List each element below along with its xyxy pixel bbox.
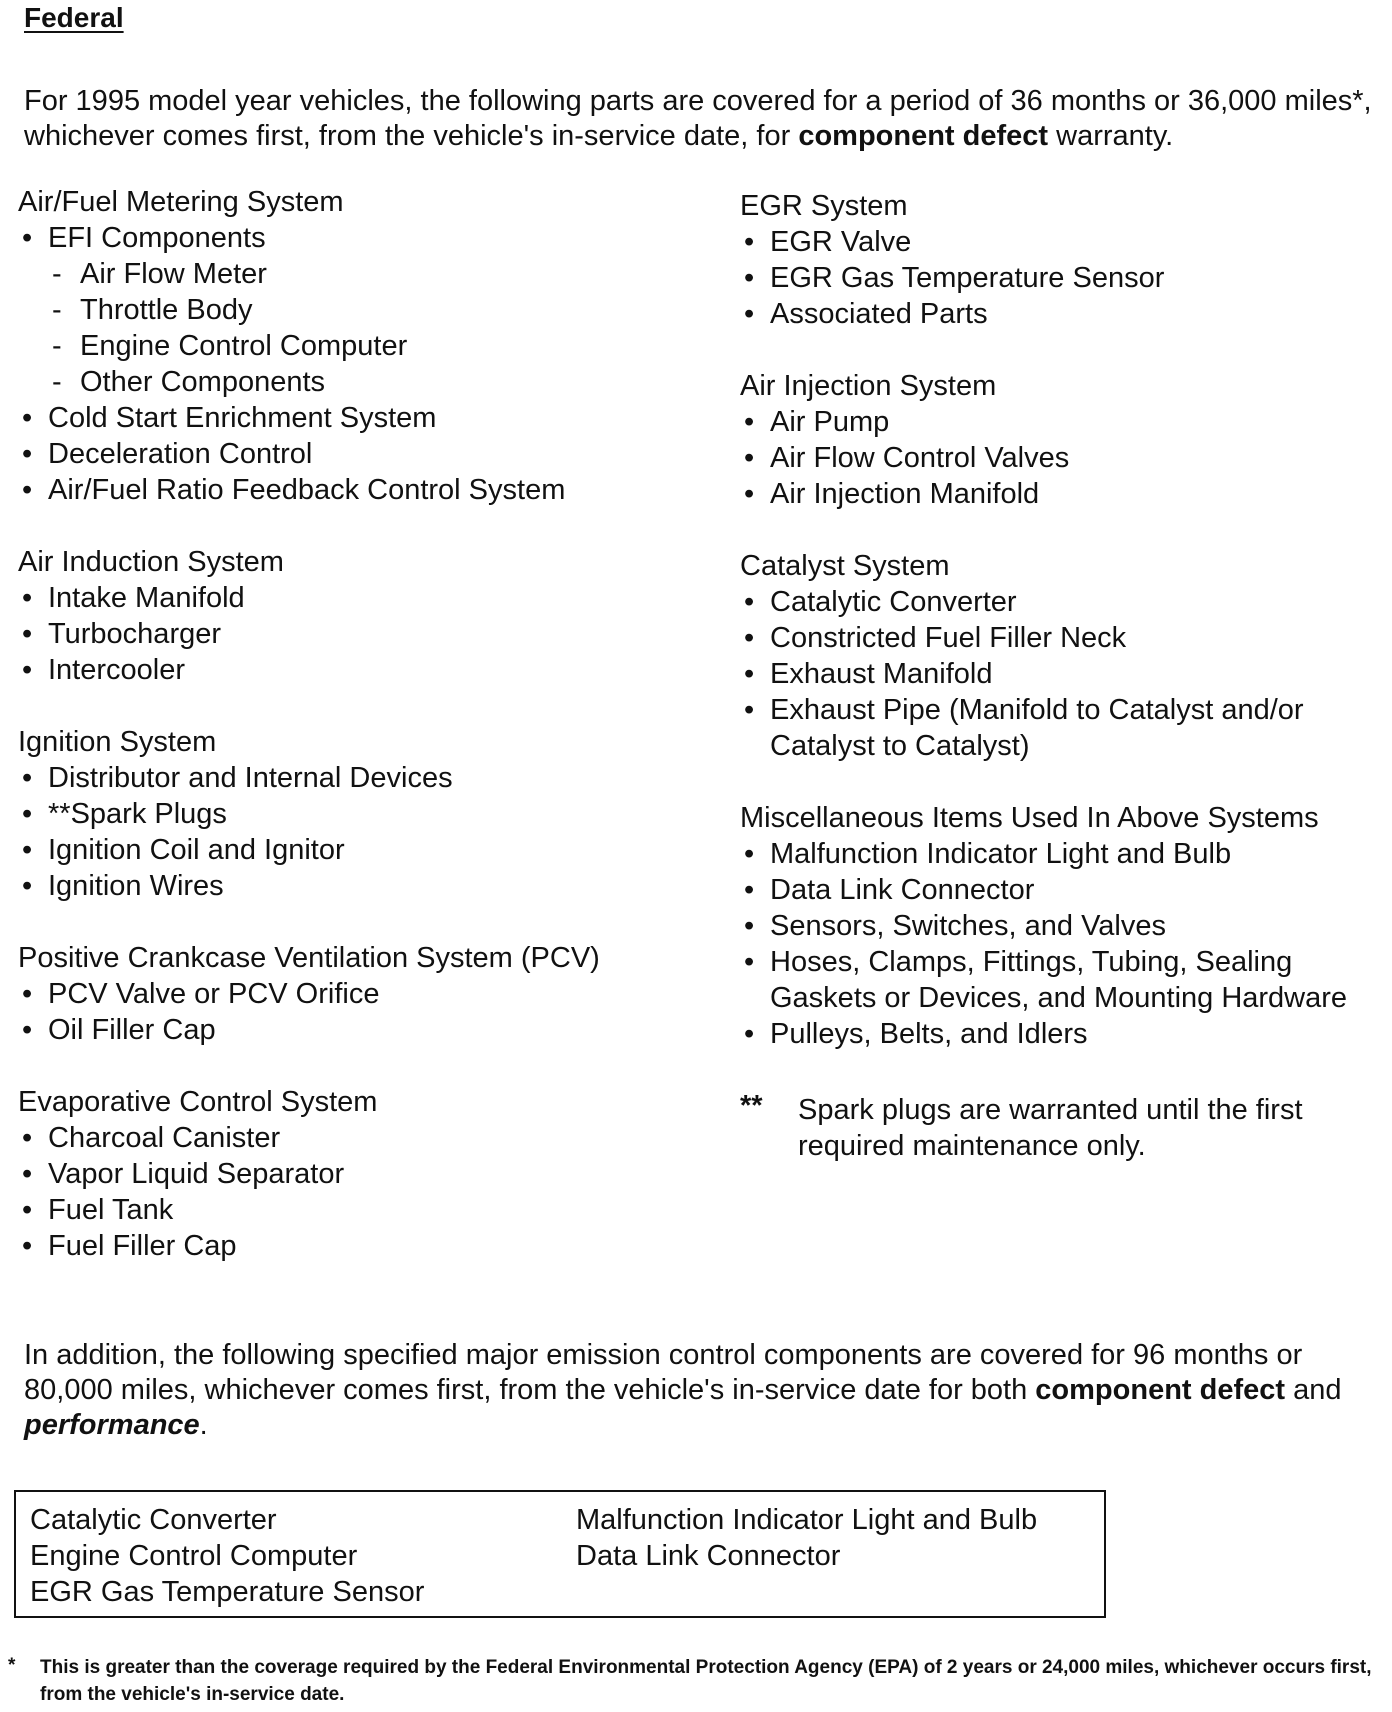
bullet: • xyxy=(744,622,755,654)
box-column-2 xyxy=(576,1502,1037,1574)
bullet: • xyxy=(22,438,33,470)
bullet: • xyxy=(744,946,755,978)
list-item xyxy=(740,224,1390,260)
note-mark: ** xyxy=(740,1090,763,1122)
group-evaporative xyxy=(18,1084,668,1264)
sub-list-item xyxy=(18,256,668,292)
item-text: Turbocharger xyxy=(48,618,222,650)
list-item xyxy=(740,260,1390,296)
item-text: Deceleration Control xyxy=(48,438,313,470)
item-text: Vapor Liquid Separator xyxy=(48,1158,345,1190)
list-item xyxy=(18,832,668,868)
item-text: Intake Manifold xyxy=(48,582,245,614)
list-item xyxy=(740,944,1390,1016)
bullet: • xyxy=(22,978,33,1010)
bullet: • xyxy=(744,694,755,726)
dash: - xyxy=(52,258,62,290)
dash: - xyxy=(52,366,62,398)
bullet: • xyxy=(744,586,755,618)
group-air-injection xyxy=(740,368,1390,512)
box-item: Data Link Connector xyxy=(576,1540,841,1572)
list-item xyxy=(18,616,668,652)
list-item xyxy=(18,472,668,508)
item-text: Fuel Filler Cap xyxy=(48,1230,237,1262)
group-title: EGR System xyxy=(740,190,908,222)
bullet: • xyxy=(744,874,755,906)
item-text: Constricted Fuel Filler Neck xyxy=(770,622,1127,654)
bullet: • xyxy=(22,1194,33,1226)
box-item: Malfunction Indicator Light and Bulb xyxy=(576,1504,1038,1536)
item-text: EGR Gas Temperature Sensor xyxy=(770,262,1165,294)
item-text: Air/Fuel Ratio Feedback Control System xyxy=(48,474,566,506)
list-item xyxy=(740,872,1390,908)
group-title: Ignition System xyxy=(18,726,217,758)
list-item xyxy=(18,760,668,796)
item-text: Engine Control Computer xyxy=(80,330,408,362)
list-item xyxy=(18,580,668,616)
list-item xyxy=(18,400,668,436)
list-item xyxy=(740,404,1390,440)
box-item: EGR Gas Temperature Sensor xyxy=(30,1576,425,1608)
intro-paragraph xyxy=(24,84,1374,154)
item-text: Malfunction Indicator Light and Bulb xyxy=(770,838,1232,870)
bullet: • xyxy=(22,834,33,866)
bullet: • xyxy=(744,478,755,510)
group-egr xyxy=(740,188,1390,332)
group-air-fuel-metering xyxy=(18,184,668,508)
group-title: Air Induction System xyxy=(18,546,284,578)
group-miscellaneous xyxy=(740,800,1390,1052)
item-text: Associated Parts xyxy=(770,298,988,330)
note-text: Spark plugs are warranted until the first required maintenance only. xyxy=(798,1094,1303,1162)
bullet: • xyxy=(22,222,33,254)
list-item xyxy=(18,1012,668,1048)
bullet: • xyxy=(744,910,755,942)
list-item xyxy=(18,1228,668,1264)
list-item xyxy=(18,220,668,256)
group-ignition xyxy=(18,724,668,904)
item-text: Distributor and Internal Devices xyxy=(48,762,453,794)
right-column xyxy=(740,188,1390,1164)
box-item: Engine Control Computer xyxy=(30,1540,358,1572)
group-pcv xyxy=(18,940,668,1048)
group-air-induction xyxy=(18,544,668,688)
item-text: Fuel Tank xyxy=(48,1194,174,1226)
list-item xyxy=(740,908,1390,944)
bullet: • xyxy=(22,762,33,794)
bullet: • xyxy=(744,838,755,870)
left-column xyxy=(18,184,668,1300)
bullet: • xyxy=(744,262,755,294)
list-item xyxy=(740,296,1390,332)
item-text: Charcoal Canister xyxy=(48,1122,281,1154)
bullet: • xyxy=(22,402,33,434)
bullet: • xyxy=(22,654,33,686)
bullet: • xyxy=(22,870,33,902)
item-text: Catalytic Converter xyxy=(770,586,1017,618)
bullet: • xyxy=(744,226,755,258)
bullet: • xyxy=(22,618,33,650)
group-title: Evaporative Control System xyxy=(18,1086,378,1118)
list-item xyxy=(18,652,668,688)
dash: - xyxy=(52,294,62,326)
item-text: Throttle Body xyxy=(80,294,253,326)
bullet: • xyxy=(22,798,33,830)
bullet: • xyxy=(22,1158,33,1190)
intro-text: For 1995 model year vehicles, the following parts are covered for a period of 36 months or 36,000 miles*, whichever comes first, from the vehicle's in-service date, for xyxy=(24,85,1372,152)
bullet: • xyxy=(744,298,755,330)
addition-tail: . xyxy=(199,1409,208,1441)
sub-list-item xyxy=(18,292,668,328)
bullet: • xyxy=(744,1018,755,1050)
item-text: Cold Start Enrichment System xyxy=(48,402,437,434)
list-item xyxy=(18,1156,668,1192)
group-catalyst xyxy=(740,548,1390,764)
addition-paragraph xyxy=(24,1338,1374,1443)
list-item xyxy=(740,440,1390,476)
box-item: Catalytic Converter xyxy=(30,1504,277,1536)
bullet: • xyxy=(22,1014,33,1046)
bullet: • xyxy=(22,1122,33,1154)
bullet: • xyxy=(22,1230,33,1262)
group-title: Miscellaneous Items Used In Above Systems xyxy=(740,802,1319,834)
intro-bold: component defect xyxy=(798,120,1049,152)
group-title: Catalyst System xyxy=(740,550,950,582)
bullet: • xyxy=(744,442,755,474)
bullet: • xyxy=(22,582,33,614)
list-item xyxy=(740,620,1390,656)
box-column-1 xyxy=(30,1502,424,1610)
item-text: EFI Components xyxy=(48,222,266,254)
item-text: Oil Filler Cap xyxy=(48,1014,216,1046)
list-item xyxy=(740,1016,1390,1052)
item-text: Ignition Wires xyxy=(48,870,224,902)
list-item xyxy=(740,584,1390,620)
item-text: Air Flow Control Valves xyxy=(770,442,1070,474)
spark-plug-note xyxy=(740,1092,1392,1164)
dash: - xyxy=(52,330,62,362)
bullet: • xyxy=(22,474,33,506)
addition-bold-2: performance xyxy=(24,1409,200,1441)
item-text: Other Components xyxy=(80,366,326,398)
intro-tail: warranty. xyxy=(1048,120,1174,152)
item-text: Air Injection Manifold xyxy=(770,478,1040,510)
item-text: **Spark Plugs xyxy=(48,798,227,830)
item-text: EGR Valve xyxy=(770,226,912,258)
addition-text: In addition, the following specified major emission control components are covered for 96 months or 80,000 miles, whichever comes first, from the vehicle's in-service date for both xyxy=(24,1339,1303,1406)
item-text: Air Pump xyxy=(770,406,890,438)
item-text: Exhaust Pipe (Manifold to Catalyst and/or Catalyst to Catalyst) xyxy=(770,694,1304,762)
group-title: Air Injection System xyxy=(740,370,997,402)
item-text: Pulleys, Belts, and Idlers xyxy=(770,1018,1088,1050)
item-text: Exhaust Manifold xyxy=(770,658,993,690)
list-item xyxy=(18,1120,668,1156)
footnote xyxy=(8,1654,1378,1708)
list-item xyxy=(740,476,1390,512)
sub-list-item xyxy=(18,328,668,364)
page-title: Federal xyxy=(24,2,124,33)
item-text: Hoses, Clamps, Fittings, Tubing, Sealing Gaskets or Devices, and Mounting Hardware xyxy=(770,946,1348,1014)
list-item xyxy=(18,796,668,832)
item-text: Data Link Connector xyxy=(770,874,1035,906)
list-item xyxy=(740,656,1390,692)
group-title: Air/Fuel Metering System xyxy=(18,186,344,218)
list-item xyxy=(740,836,1390,872)
addition-mid: and xyxy=(1285,1374,1342,1406)
bullet: • xyxy=(744,406,755,438)
major-components-box xyxy=(14,1490,1106,1618)
sub-list-item xyxy=(18,364,668,400)
list-item xyxy=(18,436,668,472)
list-item xyxy=(740,692,1390,764)
item-text: Intercooler xyxy=(48,654,186,686)
footnote-text: This is greater than the coverage required by the Federal Environmental Protection Agency (EPA) of 2 years or 24,000 miles, whichever occurs first, from the vehicle's in-service date. xyxy=(40,1657,1372,1705)
footnote-mark: * xyxy=(8,1655,16,1676)
item-text: PCV Valve or PCV Orifice xyxy=(48,978,380,1010)
group-title: Positive Crankcase Ventilation System (PCV) xyxy=(18,942,600,974)
item-text: Air Flow Meter xyxy=(80,258,267,290)
addition-bold-1: component defect xyxy=(1035,1374,1286,1406)
item-text: Ignition Coil and Ignitor xyxy=(48,834,345,866)
list-item xyxy=(18,976,668,1012)
list-item xyxy=(18,868,668,904)
list-item xyxy=(18,1192,668,1228)
bullet: • xyxy=(744,658,755,690)
item-text: Sensors, Switches, and Valves xyxy=(770,910,1166,942)
